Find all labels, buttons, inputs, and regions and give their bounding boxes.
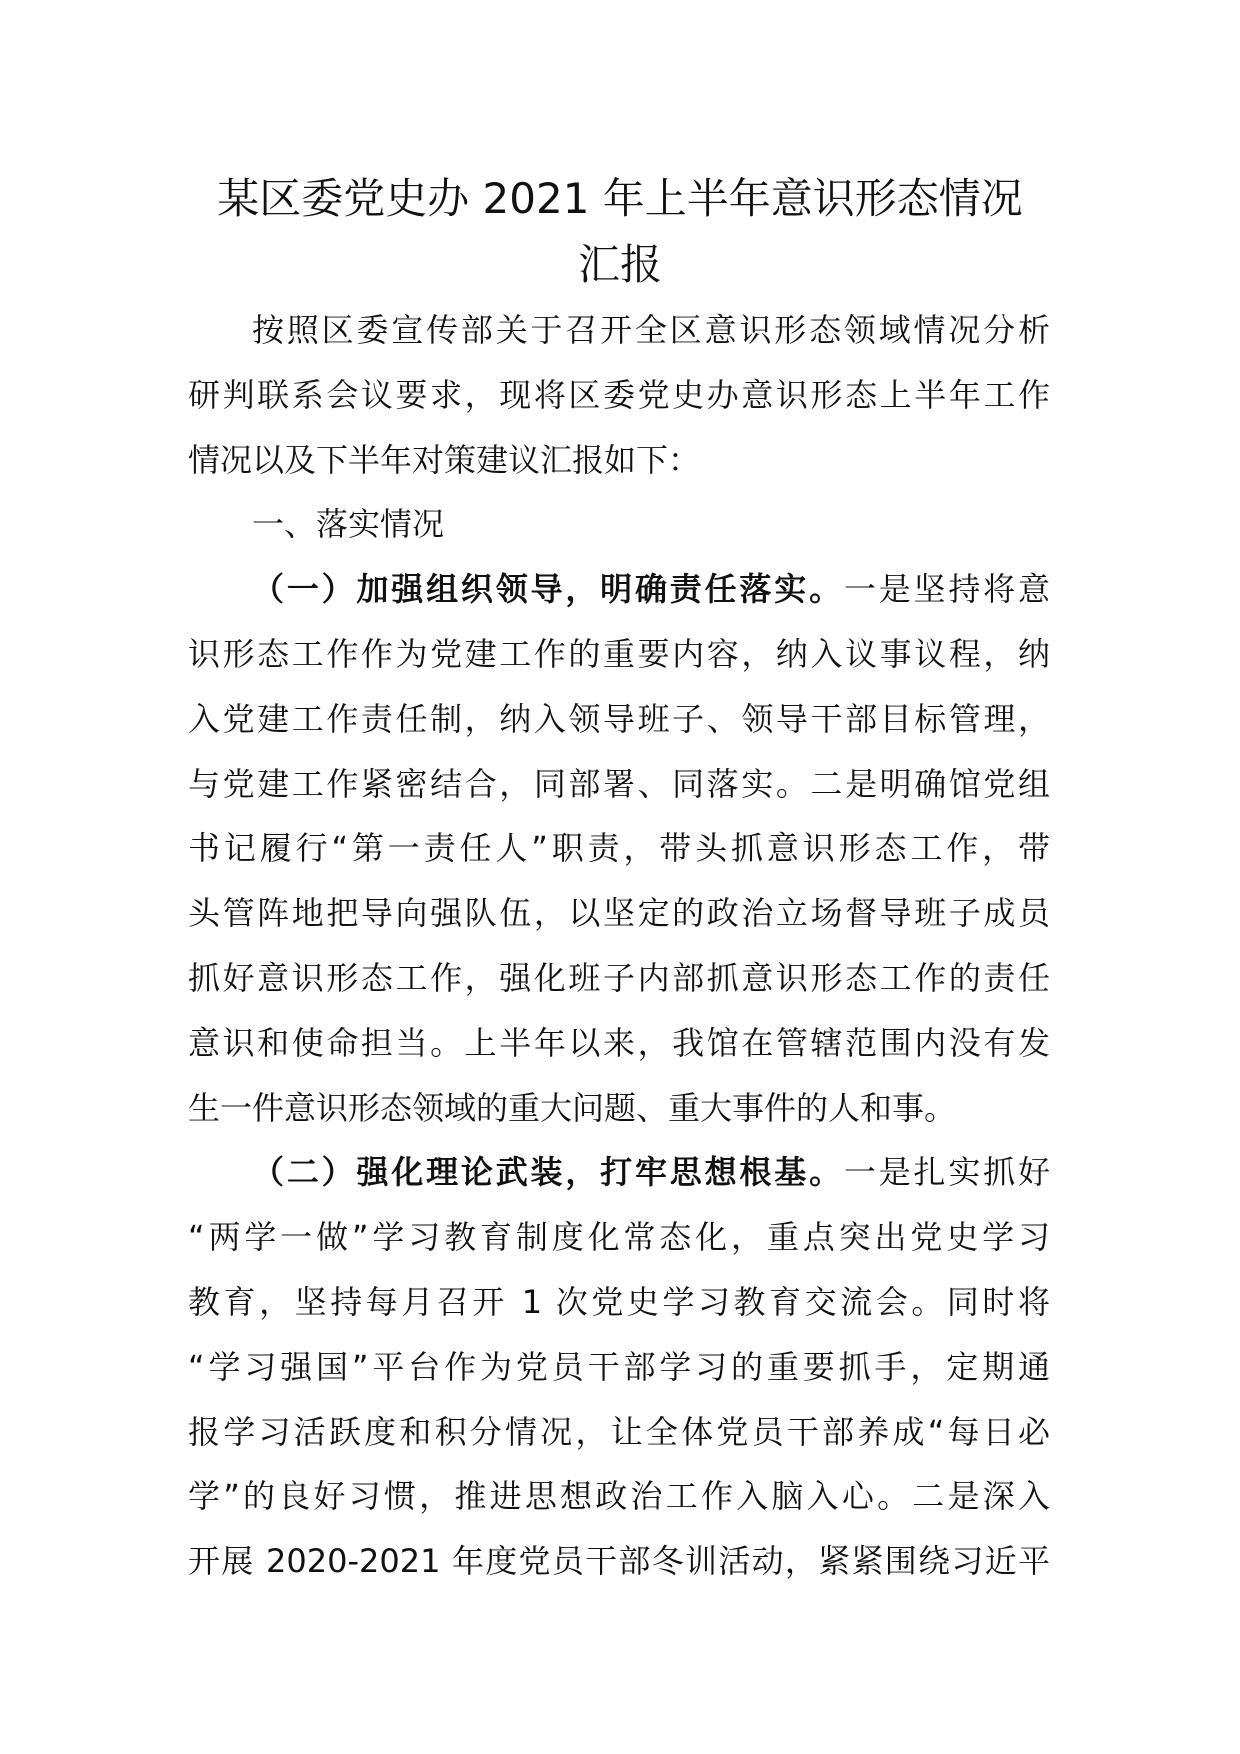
para2-lead-line xyxy=(188,1140,1050,1205)
para1-line: 头管阵地把导向强队伍，以坚定的政治立场督导班子成员 xyxy=(188,894,1050,933)
section-heading: 一、落实情况 xyxy=(252,505,445,544)
intro-line-3: 情况以及下半年对策建议汇报如下： xyxy=(188,440,701,479)
para1-line: 入党建工作责任制，纳入领导班子、领导干部目标管理， xyxy=(188,699,1050,738)
para2-line: “学习强国”平台作为党员干部学习的重要抓手，定期通 xyxy=(188,1347,1050,1386)
para1-line: 抓好意识形态工作，强化班子内部抓意识形态工作的责任 xyxy=(188,958,1050,997)
para1-line: 生一件意识形态领域的重大问题、重大事件的人和事。 xyxy=(188,1088,957,1127)
para1-lead-line xyxy=(188,557,1050,622)
para2-line: 报学习活跃度和积分情况，让全体党员干部养成“每日必 xyxy=(188,1412,1050,1451)
document-body xyxy=(188,298,1050,1594)
para2-heading: （二）强化理论武装，打牢思想根基。 xyxy=(252,1153,844,1192)
title-line-1: 某区委党史办 2021 年上半年意识形态情况 xyxy=(217,174,1023,223)
para1-line: 识形态工作作为党建工作的重要内容，纳入议事议程，纳 xyxy=(188,634,1050,673)
document-title xyxy=(150,166,1090,298)
para1-lead-text: 一是坚持将意 xyxy=(843,570,1050,609)
title-line-2: 汇报 xyxy=(577,240,662,289)
para2-line: “两学一做”学习教育制度化常态化，重点突出党史学习 xyxy=(188,1218,1050,1257)
para2-line: 学”的良好习惯，推进思想政治工作入脑入心。二是深入 xyxy=(188,1477,1050,1516)
para2-line: 教育，坚持每月召开 1 次党史学习教育交流会。同时将 xyxy=(188,1282,1050,1321)
para1-line: 与党建工作紧密结合，同部署、同落实。二是明确馆党组 xyxy=(188,764,1050,803)
para1-line: 书记履行“第一责任人”职责，带头抓意识形态工作，带 xyxy=(188,829,1050,868)
intro-line-1: 按照区委宣传部关于召开全区意识形态领域情况分析 xyxy=(252,311,1050,349)
para2-lead-text: 一是扎实抓好 xyxy=(843,1153,1050,1192)
para1-heading: （一）加强组织领导，明确责任落实。 xyxy=(252,570,844,609)
para1-line: 意识和使命担当。上半年以来，我馆在管辖范围内没有发 xyxy=(188,1023,1050,1062)
para2-line: 开展 2020-2021 年度党员干部冬训活动，紧紧围绕习近平 xyxy=(188,1542,1050,1581)
intro-line-2: 研判联系会议要求，现将区委党史办意识形态上半年工作 xyxy=(188,375,1050,414)
